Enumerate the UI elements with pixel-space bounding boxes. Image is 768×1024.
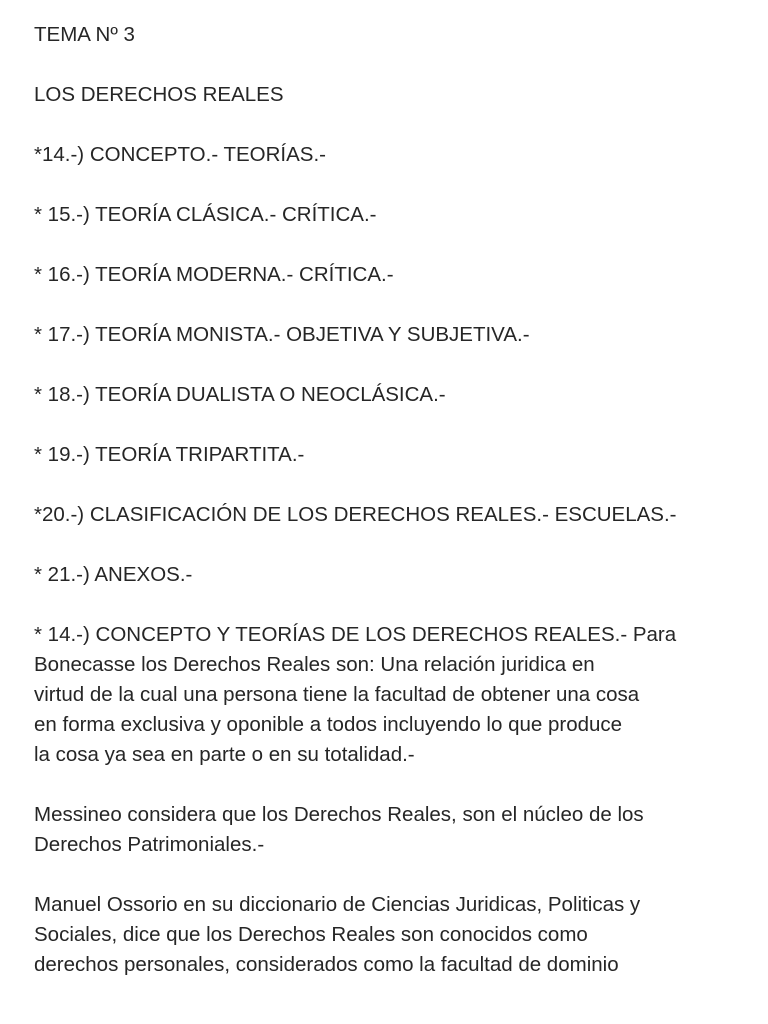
index-item-15: * 15.-) TEORÍA CLÁSICA.- CRÍTICA.- <box>34 203 377 226</box>
index-item-18: * 18.-) TEORÍA DUALISTA O NEOCLÁSICA.- <box>34 383 446 406</box>
document-title: TEMA Nº 3 <box>34 23 135 46</box>
index-item-14: *14.-) CONCEPTO.- TEORÍAS.- <box>34 143 326 166</box>
index-item-21: * 21.-) ANEXOS.- <box>34 563 193 586</box>
paragraph-messineo: Messineo considera que los Derechos Reales, son el núcleo de los Derechos Patrimoniales.- <box>34 803 644 856</box>
index-item-16: * 16.-) TEORÍA MODERNA.- CRÍTICA.- <box>34 263 394 286</box>
index-item-19: * 19.-) TEORÍA TRIPARTITA.- <box>34 443 305 466</box>
paragraph-concept: * 14.-) CONCEPTO Y TEORÍAS DE LOS DERECHOS REALES.- Para Bonecasse los Derechos Reales son: Una relación juridica en virtud de la cual una persona tiene la facultad de obtener una cosa en forma exclusiva y oponible a todos incluyendo lo que produce la cosa ya sea en parte o en su totalidad.- <box>34 623 677 766</box>
index-item-20: *20.-) CLASIFICACIÓN DE LOS DERECHOS REALES.- ESCUELAS.- <box>34 503 677 526</box>
index-item-17: * 17.-) TEORÍA MONISTA.- OBJETIVA Y SUBJETIVA.- <box>34 323 530 346</box>
document-subtitle: LOS DERECHOS REALES <box>34 83 284 106</box>
paragraph-ossorio: Manuel Ossorio en su diccionario de Ciencias Juridicas, Politicas y Sociales, dice que los Derechos Reales son conocidos como derechos personales, considerados como la facultad de dominio <box>34 893 641 976</box>
